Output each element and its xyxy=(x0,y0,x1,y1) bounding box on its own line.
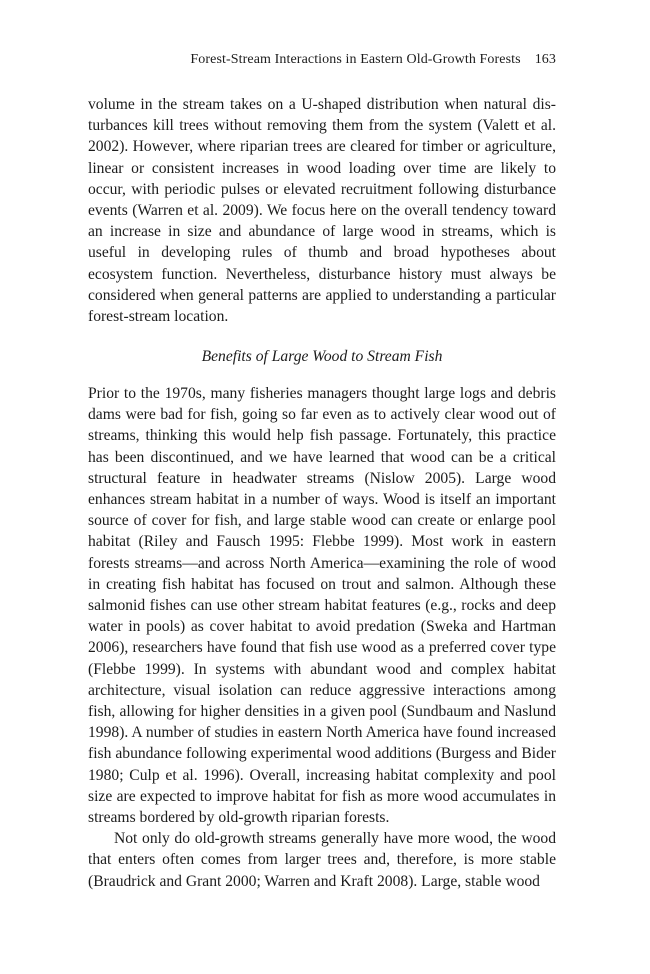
body-paragraph: Not only do old-growth streams generally have more wood, the wood that enters often comes from larger trees and, therefore, is more stable (Braudrick and Grant 2000; Warren and Kraft 2008). Large, stable wood xyxy=(88,830,556,890)
body-paragraph: Prior to the 1970s, many fisheries managers thought large logs and debris dams were bad for fish, going so far even as to actively clear wood out of streams, thinking this would help fish passage. Fortunately, this practice has been discontinued, and we have learned that wood can be a critical structural feature in headwater streams (Nislow 2005). Large wood enhances stream habitat in a number of ways. Wood is itself an important source of cover for fish, and large stable wood can create or enlarge pool habitat (Riley and Fausch 1995: Flebbe 1999). Most work in eastern forests streams—and across North America—examining the role of wood in creating fish habitat has focused on trout and salmon. Although these salmonid fishes can use other stream habitat features (e.g., rocks and deep water in pools) as cover habitat to avoid predation (Sweka and Hartman 2006), researchers have found that fish use wood as a preferred cover type (Flebbe 1999). In systems with abundant wood and complex habitat architecture, visual isolation can reduce aggressive interactions among fish, allowing for higher densities in a given pool (Sundbaum and Naslund 1998). A number of studies in eastern North America have found increased fish abundance following experimental wood additions (Burgess and Bider 1980; Culp et al. 1996). Overall, increasing habitat complexity and pool size are expected to improve habitat for fish as more wood accumulates in streams bordered by old-growth riparian forests. xyxy=(88,385,556,827)
opening-paragraph-block xyxy=(88,94,556,327)
section-heading: Benefits of Large Wood to Stream Fish xyxy=(201,348,443,365)
running-title: Forest-Stream Interactions in Eastern Old-Growth Forests xyxy=(190,52,521,67)
page-number: 163 xyxy=(534,52,556,67)
opening-paragraph: volume in the stream takes on a U-shaped distribution when natural disturbances kill trees without removing them from the system (Valett et al. 2002). However, where riparian trees are cleared for timber or agriculture, linear or consistent increases in wood loading over time are likely to occur, with periodic pulses or elevated recruitment following disturbance events (Warren et al. 2009). We focus here on the overall tendency toward an increase in size and abundance of large wood in streams, which is useful in developing rules of thumb and broad hypotheses about ecosystem function. Nevertheless, disturbance history must always be considered when general patterns are applied to understanding a particular forest-stream location. xyxy=(88,96,556,326)
section-body xyxy=(88,383,556,892)
running-head xyxy=(88,50,556,70)
